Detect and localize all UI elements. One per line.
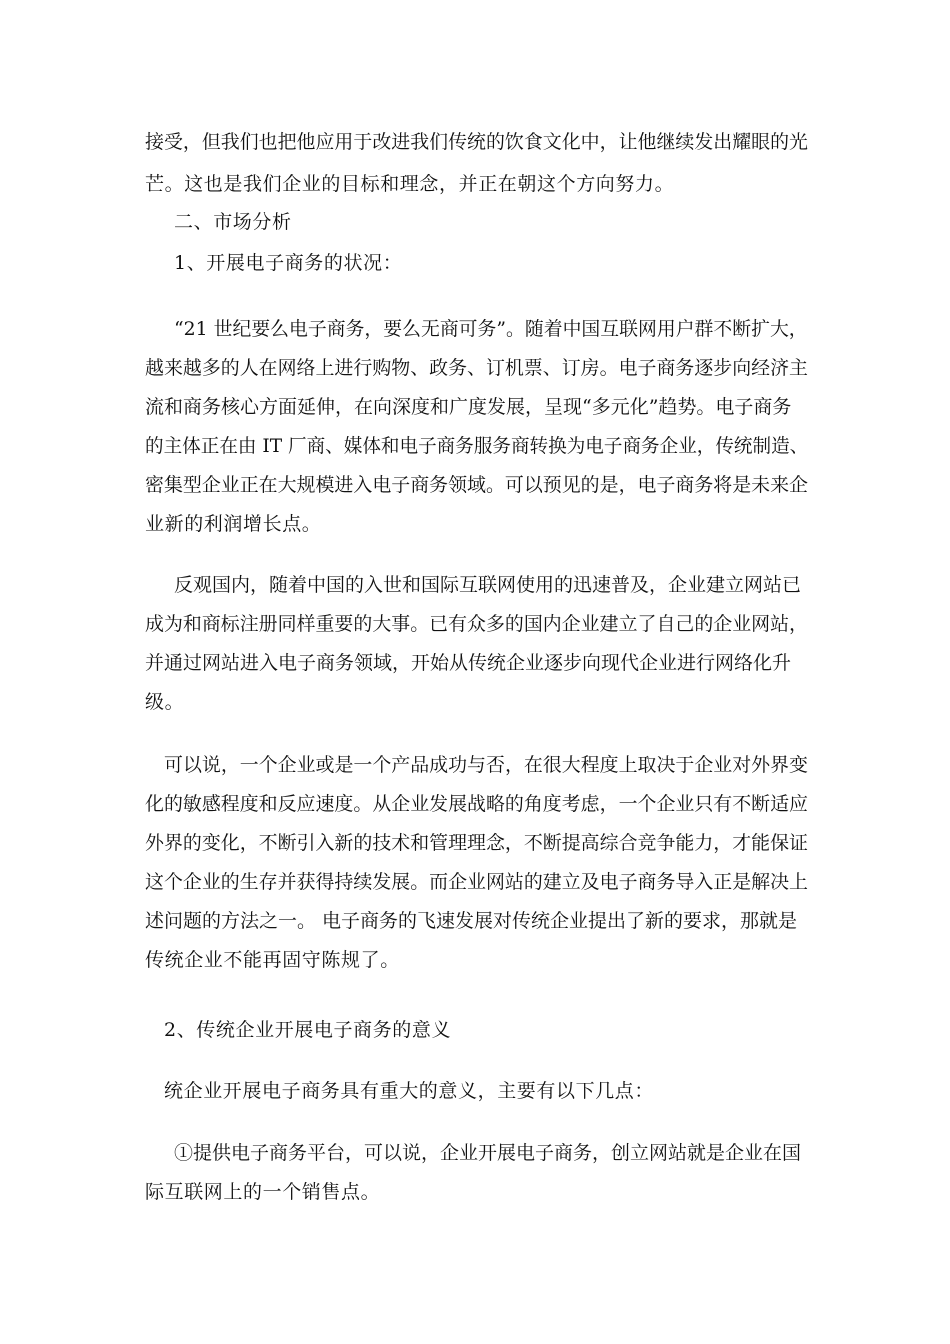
- paragraph-line: 越来越多的人在网络上进行购物、政务、订机票、订房。电子商务逐步向经济主: [145, 357, 809, 379]
- paragraph-line: “21 世纪要么电子商务，要么无商可务”。随着中国互联网用户群不断扩大，: [174, 318, 808, 340]
- paragraph-line: 这个企业的生存并获得持续发展。而企业网站的建立及电子商务导入正是解决上: [145, 871, 809, 893]
- paragraph-line: 的主体正在由 IT 厂商、媒体和电子商务服务商转换为电子商务企业，传统制造、: [145, 435, 809, 457]
- paragraph-line: 级。: [145, 691, 185, 713]
- paragraph-line: 成为和商标注册同样重要的大事。已有众多的国内企业建立了自己的企业网站，: [145, 613, 809, 635]
- paragraph-line: ①提供电子商务平台，可以说，企业开展电子商务，创立网站就是企业在国: [174, 1142, 802, 1164]
- paragraph-line: 密集型企业正在大规模进入电子商务领域。可以预见的是，电子商务将是未来企: [145, 474, 809, 496]
- section-heading: 二、市场分析: [174, 211, 292, 233]
- paragraph-line: 流和商务核心方面延伸，在向深度和广度发展，呈现“多元化”趋势。电子商务: [145, 396, 792, 418]
- paragraph-line: 并通过网站进入电子商务领域，开始从传统企业逐步向现代企业进行网络化升: [145, 652, 792, 674]
- paragraph-line: 述问题的方法之一。 电子商务的飞速发展对传统企业提出了新的要求，那就是: [145, 910, 798, 932]
- paragraph-line: 业新的利润增长点。: [145, 513, 322, 535]
- subsection-heading: 1、开展电子商务的状况：: [174, 252, 403, 274]
- paragraph-line: 传统企业不能再固守陈规了。: [145, 949, 400, 971]
- paragraph-line: 反观国内，随着中国的入世和国际互联网使用的迅速普及，企业建立网站已: [174, 574, 802, 596]
- paragraph-line: 可以说，一个企业或是一个产品成功与否，在很大程度上取决于企业对外界变: [164, 754, 809, 776]
- paragraph-line: 外界的变化，不断引入新的技术和管理理念，不断提高综合竞争能力，才能保证: [145, 832, 809, 854]
- paragraph-line: 接受，但我们也把他应用于改进我们传统的饮食文化中，让他继续发出耀眼的光: [145, 131, 809, 153]
- paragraph-line: 化的敏感程度和反应速度。从企业发展战略的角度考虑，一个企业只有不断适应: [145, 793, 809, 815]
- paragraph-line: 际互联网上的一个销售点。: [145, 1181, 381, 1203]
- paragraph-line: 统企业开展电子商务具有重大的意义，主要有以下几点：: [164, 1080, 655, 1102]
- paragraph-line: 芒。这也是我们企业的目标和理念，并正在朝这个方向努力。: [145, 173, 675, 195]
- subsection-heading: 2、传统企业开展电子商务的意义: [164, 1019, 452, 1041]
